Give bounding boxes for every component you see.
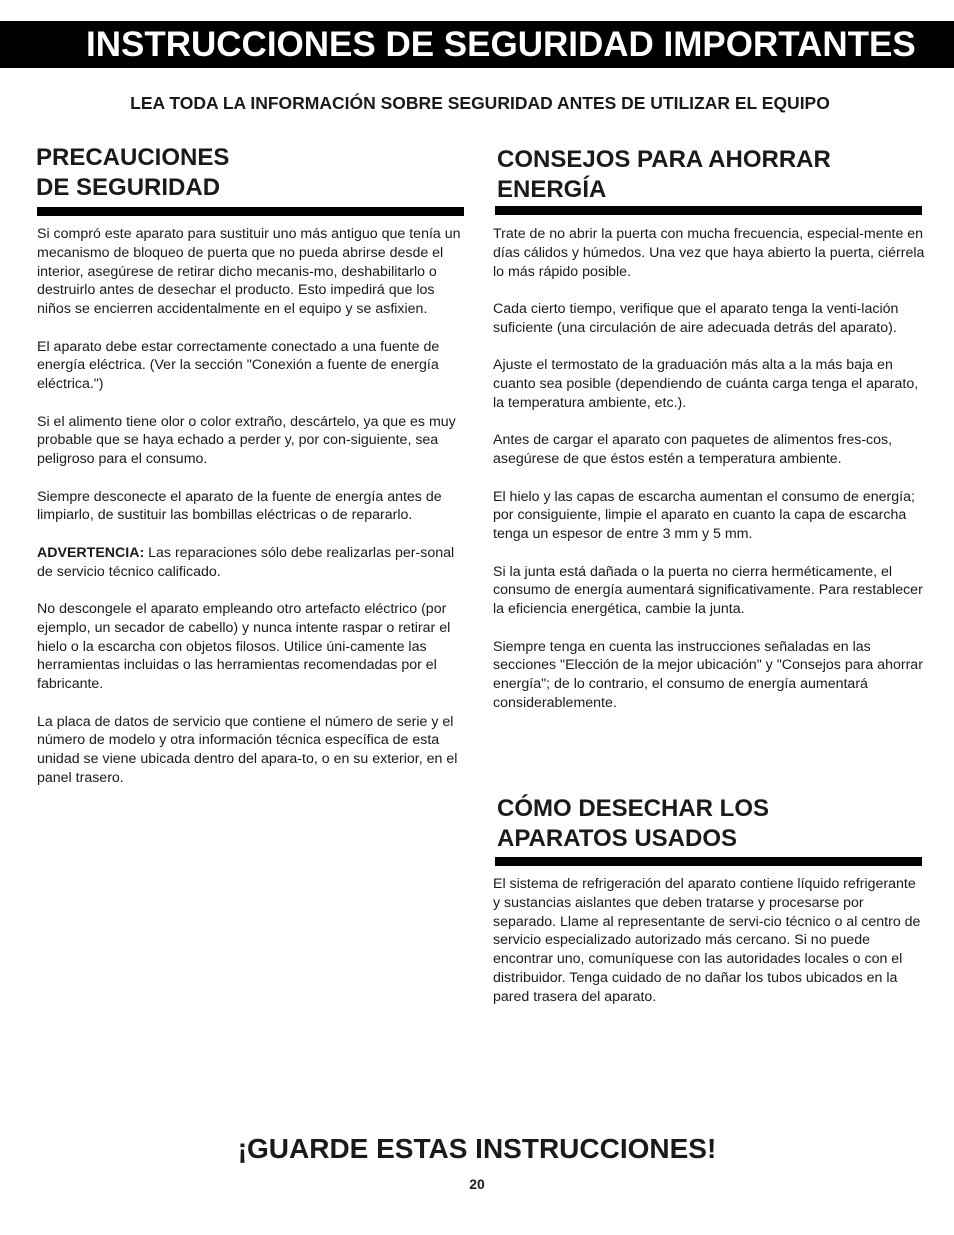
safety-paragraph: Si compró este aparato para sustituir uno más antiguo que tenía un mecanismo de bloqueo de puerta que no pueda abrirse desde el interior, asegúrese de retirar dicho mecanis-mo, deshabilitarlo o destruirlo antes de desechar el producto. Esto impedirá que los niños se encierren accidentalmente en el equipo y se asfixien. [37, 226, 461, 317]
disposal-heading-rule [495, 857, 922, 866]
safety-heading-line2: DE SEGURIDAD [36, 174, 221, 201]
safety-paragraph: Siempre desconecte el aparato de la fuente de energía antes de limpiarlo, de sustituir las bombillas eléctricas o de repararlo. [37, 488, 442, 524]
safety-body [37, 225, 469, 788]
disposal-paragraph: El sistema de refrigeración del aparato contiene líquido refrigerante y sustancias aislantes que deben tratarse y procesarse por separado. Llame al representante de servi-cio técnico o al centro de servicio especializado autorizado más cercano. Si no puede encontrar uno, comuníquese con las autoridades locales o con el distribuidor. Tenga cuidado de no dañar los tubos ubicados en la pared trasera del aparato. [493, 876, 921, 1005]
energy-paragraph: Ajuste el termostato de la graduación más alta a la más baja en cuanto sea posible (dependiendo de cuánta carga tenga el aparato, la temperatura ambiente, etc.). [493, 357, 919, 411]
warning-label: ADVERTENCIA: [37, 544, 145, 561]
disposal-heading-line2: APARATOS USADOS [497, 825, 738, 852]
warning-paragraph [37, 544, 469, 582]
energy-paragraph: El hielo y las capas de escarcha aumentan el consumo de energía; por consiguiente, limpie el aparato en cuanto la capa de escarcha tenga un espesor de entre 3 mm y 5 mm. [493, 488, 915, 542]
warning-text: Las reparaciones sólo debe realizarlas per-sonal de servicio técnico calificado. [37, 544, 455, 580]
energy-body [493, 225, 925, 713]
energy-heading-line1: CONSEJOS PARA AHORRAR [497, 146, 831, 173]
safety-paragraph: No descongele el aparato empleando otro artefacto eléctrico (por ejemplo, un secador de cabello) y nunca intente raspar o retirar el hielo o la escarcha con objetos filosos. Utilice úni-camente las herramientas incluidas o las herramientas recomendadas por el fabricante. [37, 601, 451, 692]
safety-heading [36, 143, 456, 203]
energy-paragraph: Siempre tenga en cuenta las instrucciones señaladas en las secciones "Elección de la mejor ubicación" y "Consejos para ahorrar energía"; de lo contrario, el consumo de energía aumentará considerablemente. [493, 638, 923, 711]
safety-heading-line1: PRECAUCIONES [36, 144, 230, 171]
energy-paragraph: Antes de cargar el aparato con paquetes de alimentos fres-cos, asegúrese de que éstos estén a temperatura ambiente. [493, 432, 893, 467]
energy-paragraph: Cada cierto tiempo, verifique que el aparato tenga la venti-lación suficiente (una circulación de aire adecuada detrás del aparato). [493, 301, 899, 336]
safety-paragraph: El aparato debe estar correctamente conectado a una fuente de energía eléctrica. (Ver la sección "Conexión a fuente de energía eléctrica.") [37, 338, 440, 392]
energy-paragraph: Trate de no abrir la puerta con mucha frecuencia, especial-mente en días cálidos y húmedos. Una vez que haya abierto la puerta, ciérrela lo más rápido posible. [493, 226, 925, 280]
page-subtitle: LEA TODA LA INFORMACIÓN SOBRE SEGURIDAD ANTES DE UTILIZAR EL EQUIPO [130, 93, 830, 113]
energy-paragraph: Si la junta está dañada o la puerta no cierra herméticamente, el consumo de energía aumentará significativamente. Para restablecer la eficiencia energética, cambie la junta. [493, 563, 923, 617]
save-instructions-title: ¡GUARDE ESTAS INSTRUCCIONES! [237, 1133, 717, 1164]
energy-heading-rule [495, 206, 922, 215]
energy-heading-line2: ENERGÍA [497, 176, 607, 203]
page-title: INSTRUCCIONES DE SEGURIDAD IMPORTANTES [0, 21, 954, 68]
page-number: 20 [469, 1176, 485, 1192]
safety-heading-rule [37, 207, 464, 216]
energy-heading [497, 145, 922, 205]
safety-paragraph: Si el alimento tiene olor o color extraño, descártelo, ya que es muy probable que se haya echado a perder y, por con-siguiente, sea peligroso para el consumo. [37, 413, 456, 467]
disposal-heading-line1: CÓMO DESECHAR LOS [497, 795, 770, 822]
disposal-heading [497, 794, 922, 854]
safety-paragraph: La placa de datos de servicio que contiene el número de serie y el número de modelo y otra información técnica específica de esta unidad se viene ubicada dentro del apara-to, o en su exterior, en el panel trasero. [37, 713, 458, 786]
disposal-body [493, 875, 925, 1006]
